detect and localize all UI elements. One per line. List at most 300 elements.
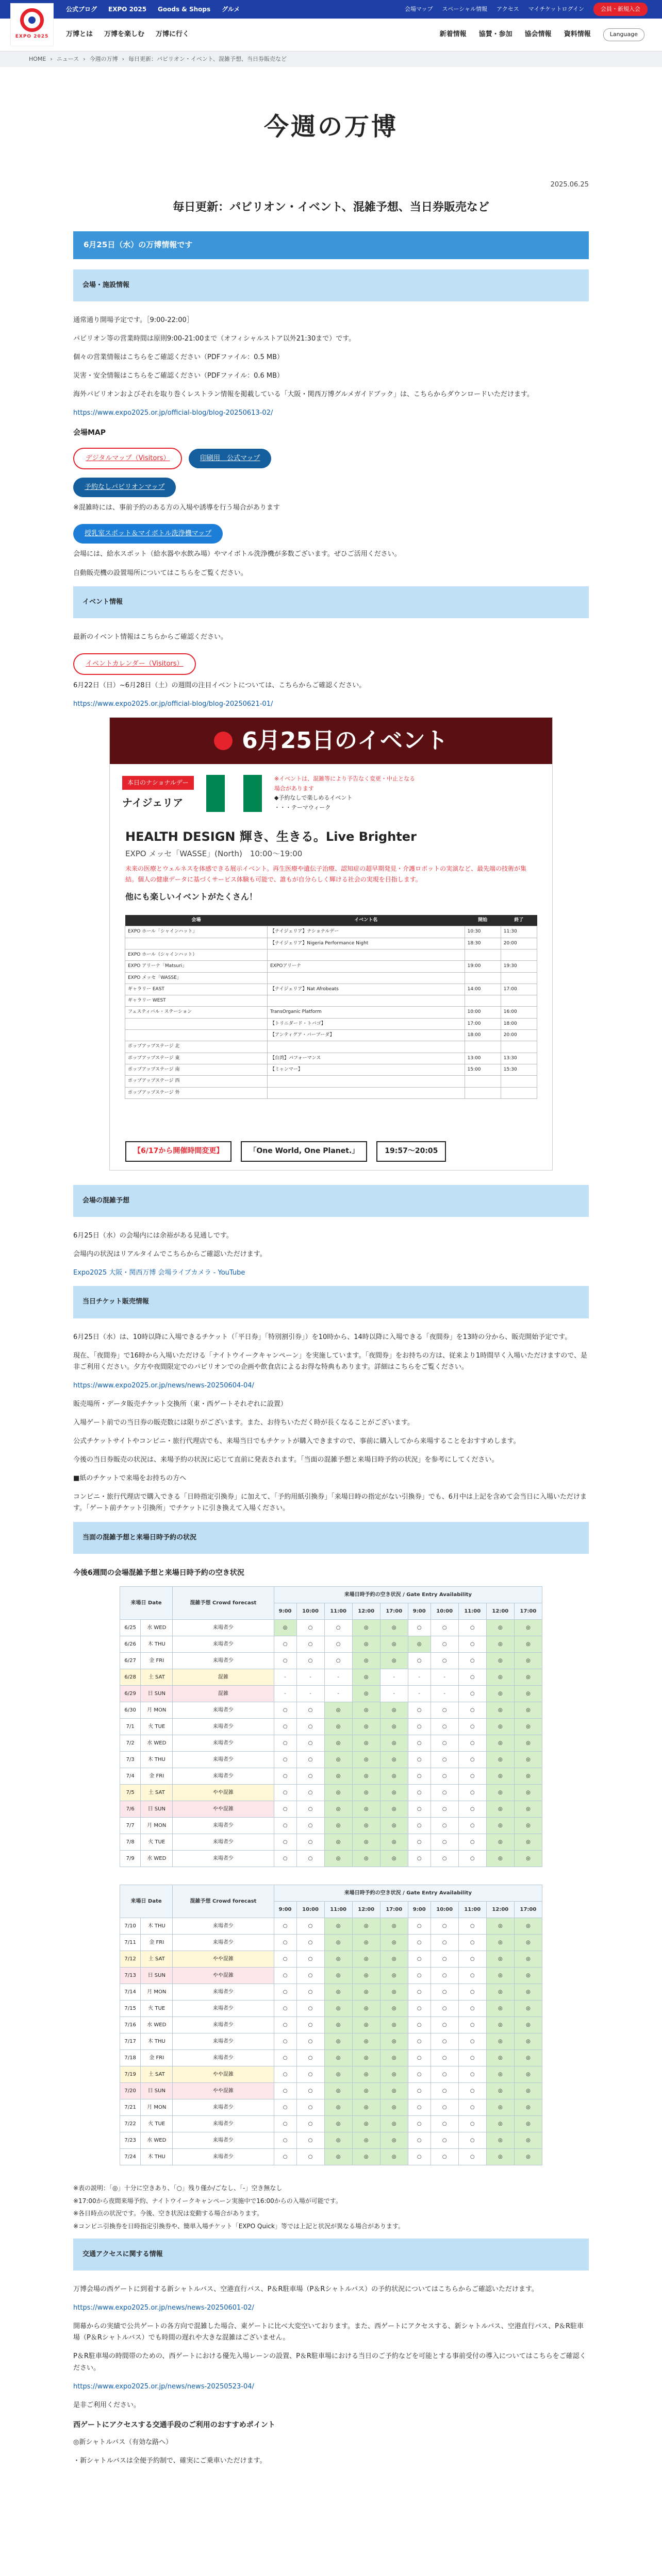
top-link-goods[interactable]: Goods & Shops bbox=[158, 5, 211, 13]
availability-row: 7/7 月 MON 来場者少 ○ ○ ◎ ◎ ◎ ○ ○ ○ ◎ ◎ bbox=[120, 1818, 542, 1834]
availability-cell: ◎ bbox=[324, 1702, 352, 1719]
availability-cell: ○ bbox=[296, 1818, 324, 1834]
availability-row: 7/10 木 THU 来場者少 ○ ○ ◎ ◎ ◎ ○ ○ ○ ◎ ◎ bbox=[120, 1918, 542, 1935]
event-poster-header: 6月25日のイベント bbox=[110, 718, 552, 764]
ticket-text: コンビニ・旅行代理店で購入できる「日時指定引換券」に加えて、「予約用紙引換券」「来場日時の指定がない引換券」でも、6月中は上記を含めて会当日に入場いただけます。「ゲート前チケット引換所」でチケットに引き換えて入場ください。 bbox=[73, 1493, 587, 1513]
availability-cell: ◎ bbox=[514, 1951, 542, 1968]
availability-cell: ○ bbox=[431, 1818, 458, 1834]
nav-resources[interactable]: 資料情報 bbox=[564, 30, 591, 39]
availability-cell: ◎ bbox=[352, 2017, 380, 2033]
availability-cell: - bbox=[274, 1686, 296, 1702]
availability-cell: ○ bbox=[431, 1918, 458, 1935]
availability-cell: ○ bbox=[274, 1935, 296, 1951]
nav-sponsor[interactable]: 協賛・参加 bbox=[478, 30, 512, 39]
page-title: 今週の万博 bbox=[263, 112, 398, 141]
breadcrumb-home[interactable]: HOME bbox=[29, 55, 46, 62]
event-col-header: イベント名 bbox=[268, 915, 465, 926]
main-nav bbox=[0, 19, 662, 52]
event-col-header: 開始 bbox=[465, 915, 501, 926]
availability-cell: ◎ bbox=[352, 1653, 380, 1669]
availability-cell: ○ bbox=[431, 1984, 458, 2001]
availability-cell: ○ bbox=[296, 2017, 324, 2033]
availability-cell: ◎ bbox=[514, 1935, 542, 1951]
availability-cell: ◎ bbox=[486, 1636, 514, 1653]
availability-cell: ◎ bbox=[324, 2033, 352, 2050]
availability-cell: ○ bbox=[458, 1785, 486, 1801]
availability-cell: ○ bbox=[458, 2083, 486, 2099]
slot-header: 17:00 bbox=[514, 1603, 542, 1620]
availability-cell: ◎ bbox=[486, 1801, 514, 1818]
event-row: EXPO アリーナ「Matsuri」 EXPOアリーナ 19:00 19:30 bbox=[125, 961, 537, 972]
availability-row: 7/17 木 THU 来場者少 ○ ○ ◎ ◎ ◎ ○ ○ ○ ◎ ◎ bbox=[120, 2033, 542, 2050]
availability-cell: ○ bbox=[458, 1653, 486, 1669]
breadcrumb-news[interactable]: ニュース bbox=[56, 55, 79, 62]
availability-notes: ※表の説明：「◎」十分に空きあり、「○」残り僅か/ごなし、「-」空き無なし ※17:00から夜間来場予約、ナイトウイークキャンペーン実施中で16:00からの入場が可能です。 ※各日時点の状況です。今後、空き状況は変動する場合があります。 ※コンビニ引換券を日時指定引換券や、簡単入場チケット「EXPO Quick」等では上記と状況が異なる場合があります。 bbox=[73, 2184, 405, 2230]
section-ticket: 当日チケット販売情報 bbox=[73, 1286, 589, 1318]
availability-cell: ◎ bbox=[514, 1785, 542, 1801]
top-link-map[interactable]: 会場マップ bbox=[404, 5, 433, 12]
availability-cell: ○ bbox=[458, 1620, 486, 1636]
availability-cell: ◎ bbox=[380, 1951, 408, 1968]
availability-cell: ○ bbox=[274, 2116, 296, 2132]
availability-cell: ◎ bbox=[324, 2017, 352, 2033]
featured-event-venue: EXPO メッセ「WASSE」(North) 10:00〜19:00 bbox=[125, 849, 303, 858]
theme-week-legend: ・・・テーマウィーク bbox=[274, 804, 331, 811]
slot-header: 11:00 bbox=[324, 1603, 352, 1620]
slot-header: 10:00 bbox=[296, 1902, 324, 1918]
availability-cell: ○ bbox=[431, 1620, 458, 1636]
availability-cell: ◎ bbox=[352, 1735, 380, 1752]
availability-cell: ◎ bbox=[486, 1669, 514, 1686]
availability-cell: ◎ bbox=[352, 2132, 380, 2149]
availability-cell: ○ bbox=[408, 1719, 431, 1735]
availability-cell: ○ bbox=[458, 2132, 486, 2149]
nav-enjoy[interactable]: 万博を楽しむ bbox=[104, 30, 145, 39]
availability-cell: ◎ bbox=[352, 1752, 380, 1768]
availability-cell: ◎ bbox=[380, 2017, 408, 2033]
availability-cell: ○ bbox=[408, 2017, 431, 2033]
availability-cell: ○ bbox=[296, 1636, 324, 1653]
article-lead: 毎日更新：パビリオン・イベント、混雑予想、当日券販売など bbox=[173, 200, 489, 214]
availability-cell: ◎ bbox=[486, 2033, 514, 2050]
access-text: 是非ご利用ください。 bbox=[73, 2401, 141, 2409]
availability-row: 7/16 水 WED 来場者少 ○ ○ ◎ ◎ ◎ ○ ○ ○ ◎ ◎ bbox=[120, 2017, 542, 2033]
availability-cell: ◎ bbox=[380, 1719, 408, 1735]
availability-cell: ○ bbox=[408, 1620, 431, 1636]
availability-cell: ○ bbox=[458, 2001, 486, 2017]
availability-cell: ◎ bbox=[380, 1851, 408, 1867]
availability-cell: - bbox=[380, 1686, 408, 1702]
availability-cell: ○ bbox=[296, 1951, 324, 1968]
availability-cell: ○ bbox=[458, 1818, 486, 1834]
top-bar bbox=[0, 0, 662, 19]
availability-row: 7/18 金 FRI 来場者少 ○ ○ ◎ ◎ ◎ ○ ○ ○ ◎ ◎ bbox=[120, 2050, 542, 2066]
availability-cell: - bbox=[431, 1686, 458, 1702]
ticket-text: 販売場所・データ販売チケット交換所（東・西ゲートそれぞれに設置） bbox=[73, 1400, 287, 1408]
availability-cell: ◎ bbox=[486, 2050, 514, 2066]
availability-cell: - bbox=[296, 1686, 324, 1702]
availability-cell: ○ bbox=[274, 1851, 296, 1867]
event-row: 【トリニダード・トバゴ】 17:00 18:00 bbox=[125, 1018, 537, 1029]
availability-row: 7/24 木 THU 来場者少 ○ ○ ◎ ◎ ◎ ○ ○ ○ ◎ ◎ bbox=[120, 2149, 542, 2165]
availability-cell: ◎ bbox=[514, 2099, 542, 2116]
availability-cell: ◎ bbox=[324, 2099, 352, 2116]
availability-cell: ◎ bbox=[324, 1935, 352, 1951]
nigeria-flag-icon bbox=[206, 775, 262, 812]
hours-text: 通常通り開場予定です。［9:00-22:00］ bbox=[73, 316, 193, 324]
availability-cell: ○ bbox=[408, 2001, 431, 2017]
event-calendar-button[interactable]: イベントカレンダー（Visitors） bbox=[73, 653, 196, 675]
availability-cell: ○ bbox=[274, 1653, 296, 1669]
availability-cell: ○ bbox=[458, 1719, 486, 1735]
availability-cell: ◎ bbox=[486, 2083, 514, 2099]
availability-cell: ◎ bbox=[324, 2001, 352, 2017]
event-row: ポップアップステージ 外 bbox=[125, 1087, 537, 1098]
event-col-header: 終了 bbox=[501, 915, 537, 926]
availability-cell: ○ bbox=[458, 2017, 486, 2033]
availability-cell: ◎ bbox=[352, 1785, 380, 1801]
event-row: ポップアップステージ 東 【台湾】パフォーマンス 13:00 13:30 bbox=[125, 1053, 537, 1064]
availability-cell: ◎ bbox=[324, 1968, 352, 1984]
event-row: ポップアップステージ 南 【ミャンマー】 15:00 15:30 bbox=[125, 1064, 537, 1075]
event-footer bbox=[125, 1141, 537, 1162]
availability-cell: ○ bbox=[408, 1918, 431, 1935]
availability-cell: ◎ bbox=[514, 1851, 542, 1867]
section-events: イベント情報 bbox=[73, 586, 589, 618]
availability-cell: ○ bbox=[408, 1968, 431, 1984]
availability-cell: ◎ bbox=[352, 1702, 380, 1719]
top-link-gourmet[interactable]: グルメ bbox=[222, 5, 240, 13]
availability-cell: ◎ bbox=[514, 1834, 542, 1851]
availability-row: 7/13 日 SUN やや混雑 ○ ○ ◎ ◎ ◎ ○ ○ ○ ◎ ◎ bbox=[120, 1968, 542, 1984]
availability-table-2: 来場日 Date 混雑予想 Crowd forecast 来場日時予約の空き状況 / Gate Entry Availability 9:00 10:00 11:00 12:00 17:00 9:00 10:00 11:00 12:00 17:00 7/10 木 THU 来場者少 ○ ○ ◎ ◎ ◎ ○ ○ ○ ◎ ◎ 7/11 金 FRI 来場者少 ○ ○ ◎ ◎ ◎ ○ ○ ○ ◎ ◎ 7/12 土 SAT やや混雑 ○ ○ ◎ ◎ ◎ ○ ○ ○ ◎ ◎ 7/13 日 SUN やや混雑 ○ ○ ◎ ◎ ◎ ○ ○ ○ ◎ ◎ 7/14 月 MON 来場者少 ○ ○ ◎ ◎ ◎ ○ ○ ○ ◎ ◎ 7/15 火 TUE 来場者少 ○ ○ ◎ ◎ ◎ ○ ○ ○ ◎ ◎ 7/16 水 WED 来場者少 ○ ○ ◎ ◎ ◎ ○ ○ ○ ◎ ◎ 7/17 木 THU 来場者少 ○ ○ ◎ ◎ ◎ ○ ○ ○ ◎ ◎ 7/18 金 FRI 来場者少 ○ ○ ◎ ◎ ◎ ○ ○ ○ ◎ ◎ 7/19 土 SAT やや混雑 ○ ○ ◎ ◎ ◎ ○ ○ ○ ◎ ◎ 7/20 日 SUN やや混雑 ○ ○ ◎ ◎ ◎ ○ ○ ○ ◎ ◎ 7/21 月 MON 来場者少 ○ ○ ◎ ◎ ◎ ○ ○ ○ ◎ ◎ 7/22 火 TUE 来場者少 ○ ○ ◎ ◎ ◎ ○ ○ ○ ◎ ◎ 7/23 水 WED 来場者少 ○ ○ ◎ ◎ ◎ ○ ○ ○ ◎ ◎ 7/24 木 THU 来場者少 ○ ○ ◎ ◎ ◎ ○ ○ ○ ◎ ◎ bbox=[120, 1885, 542, 2165]
availability-cell: ◎ bbox=[486, 1851, 514, 1867]
no-reserve-map-button[interactable]: 予約なしパビリオンマップ bbox=[73, 478, 176, 497]
availability-cell: - bbox=[408, 1686, 431, 1702]
availability-cell: ○ bbox=[408, 1951, 431, 1968]
signup-button[interactable]: 会員・新規入会 bbox=[593, 3, 648, 16]
availability-row: 7/20 日 SUN やや混雑 ○ ○ ◎ ◎ ◎ ○ ○ ○ ◎ ◎ bbox=[120, 2083, 542, 2099]
availability-cell: ○ bbox=[274, 1968, 296, 1984]
more-events-heading: 他にも楽しいイベントがたくさん！ bbox=[125, 891, 258, 902]
gourmet-guide-link[interactable]: https://www.expo2025.or.jp/official-blog/blog-20250613-02/ bbox=[73, 409, 273, 417]
top-link-spatial[interactable]: スペーシャル情報 bbox=[442, 5, 488, 12]
event-row: EXPO ホール「シャインハット」 【ナイジェリア】ナショナルデー 10:30 11:30 bbox=[125, 926, 537, 938]
availability-cell: ◎ bbox=[380, 1801, 408, 1818]
availability-cell: ○ bbox=[408, 2116, 431, 2132]
availability-row: 7/4 金 FRI 来場者少 ○ ○ ◎ ◎ ◎ ○ ○ ○ ◎ ◎ bbox=[120, 1768, 542, 1785]
publish-date: 2025.06.25 bbox=[550, 180, 589, 189]
availability-row: 7/12 土 SAT やや混雑 ○ ○ ◎ ◎ ◎ ○ ○ ○ ◎ ◎ bbox=[120, 1951, 542, 1968]
availability-cell: ○ bbox=[431, 2066, 458, 2083]
availability-cell: ◎ bbox=[352, 1834, 380, 1851]
availability-cell: ○ bbox=[431, 2149, 458, 2165]
access-text: 万博会場の西ゲートに到着する新シャトルバス、空港直行バス、P＆R駐車場（P＆Rシャトルバス）の予約状況についてはこちらからご確認いただけます。 bbox=[73, 2285, 538, 2294]
logo-text: EXPO 2025 bbox=[15, 34, 49, 40]
availability-row: 7/23 水 WED 来場者少 ○ ○ ◎ ◎ ◎ ○ ○ ○ ◎ ◎ bbox=[120, 2132, 542, 2149]
availability-cell: ○ bbox=[431, 1752, 458, 1768]
paper-ticket-heading: ■紙のチケットで来場をお持ちの方へ bbox=[73, 1475, 187, 1483]
availability-cell: ○ bbox=[296, 1768, 324, 1785]
slot-header: 9:00 bbox=[408, 1603, 431, 1620]
availability-cell: ○ bbox=[274, 1818, 296, 1834]
availability-cell: ◎ bbox=[514, 1752, 542, 1768]
availability-cell: ◎ bbox=[380, 1968, 408, 1984]
print-map-button[interactable]: 印刷用 公式マップ bbox=[189, 449, 271, 468]
availability-cell: ◎ bbox=[324, 1918, 352, 1935]
access-text: 開幕からの実績で公共ゲートの各方向で混雑した場合、東ゲートに比べ大変空いております。また、西ゲートにアクセスする、新シャトルバス、空港直行バス、P＆R駐車場（P＆Rシャトルバス）でも時間の遅れや大きな混雑はございません。 bbox=[73, 2323, 584, 2342]
availability-cell: ○ bbox=[274, 1785, 296, 1801]
availability-cell: ○ bbox=[431, 1935, 458, 1951]
availability-cell: ○ bbox=[458, 1636, 486, 1653]
event-col-header: 会場 bbox=[125, 915, 268, 926]
availability-row: 6/27 金 FRI 来場者少 ○ ○ ○ ◎ ◎ ○ ○ ○ ◎ ◎ bbox=[120, 1653, 542, 1669]
availability-cell: ◎ bbox=[486, 1818, 514, 1834]
national-day-tag: 本日のナショナルデー bbox=[122, 776, 194, 789]
ticket-text: 6月25日（水）は、10時以降に入場できるチケット（「平日券」「特別割引券」）を10時から、14時以降に入場できる「夜間券」を13時の分から、販売開始予定です。 bbox=[73, 1333, 572, 1341]
availability-cell: ○ bbox=[274, 1735, 296, 1752]
shuttle-reservation-link[interactable]: https://www.expo2025.or.jp/news/news-20250601-02/ bbox=[73, 2304, 254, 2312]
map-heading: 会場MAP bbox=[73, 429, 106, 437]
availability-cell: ○ bbox=[274, 2066, 296, 2083]
availability-cell: ◎ bbox=[514, 2116, 542, 2132]
availability-cell: ◎ bbox=[514, 1735, 542, 1752]
availability-cell: ◎ bbox=[274, 1620, 296, 1636]
availability-cell: ○ bbox=[296, 1719, 324, 1735]
nav-about[interactable]: 万博とは bbox=[66, 30, 93, 39]
availability-cell: ○ bbox=[274, 2132, 296, 2149]
availability-cell: ○ bbox=[408, 2099, 431, 2116]
availability-cell: ◎ bbox=[380, 2116, 408, 2132]
ticket-text: 今後の当日券販売の状況は、来場予約の状況に応じて直前に発表されます。「当面の混雑予想と来場日時予約の状況」を参考にしてください。 bbox=[73, 1456, 499, 1464]
availability-cell: ◎ bbox=[514, 1669, 542, 1686]
availability-cell: ○ bbox=[296, 1935, 324, 1951]
availability-cell: ○ bbox=[458, 1768, 486, 1785]
event-row: 【ナイジェリア】Nigeria Performance Night 18:30 20:00 bbox=[125, 938, 537, 949]
availability-cell: ○ bbox=[408, 1984, 431, 2001]
availability-cell: ○ bbox=[431, 1719, 458, 1735]
availability-cell: ○ bbox=[431, 2033, 458, 2050]
availability-cell: - bbox=[274, 1669, 296, 1686]
availability-cell: ◎ bbox=[514, 1719, 542, 1735]
availability-cell: ○ bbox=[296, 1735, 324, 1752]
availability-cell: ○ bbox=[274, 1834, 296, 1851]
availability-cell: ◎ bbox=[514, 1768, 542, 1785]
availability-cell: ◎ bbox=[380, 1818, 408, 1834]
availability-cell: ◎ bbox=[352, 1818, 380, 1834]
availability-cell: ○ bbox=[296, 1851, 324, 1867]
reserve-text: 6月25日（水）の会場内には余裕がある見通しです。 bbox=[73, 1232, 233, 1240]
featured-event-desc: 未来の医療とウェルネスを体感できる展示イベント。再生医療や遺伝子治療、認知症の超早期発見・介護ロボットの実演など、最先端の技術が集結。個人の健康データに基づくサービス体験も可能で、誰もが自分らしく輝ける社会の実現を目指します。 bbox=[125, 865, 527, 883]
availability-cell: ○ bbox=[458, 2099, 486, 2116]
slot-header: 11:00 bbox=[458, 1603, 486, 1620]
availability-cell: ○ bbox=[324, 1636, 352, 1653]
availability-row: 7/14 月 MON 来場者少 ○ ○ ◎ ◎ ◎ ○ ○ ○ ◎ ◎ bbox=[120, 1984, 542, 2001]
availability-cell: ○ bbox=[458, 1702, 486, 1719]
availability-cell: ◎ bbox=[514, 2132, 542, 2149]
availability-cell: ◎ bbox=[486, 1620, 514, 1636]
availability-cell: ○ bbox=[296, 1620, 324, 1636]
availability-cell: ○ bbox=[408, 1702, 431, 1719]
top-link-expo[interactable]: EXPO 2025 bbox=[108, 5, 147, 13]
availability-row: 6/29 日 SUN 混雑 - - - ◎ - - - ○ ◎ ◎ bbox=[120, 1686, 542, 1702]
availability-cell: ◎ bbox=[486, 1918, 514, 1935]
availability-cell: ○ bbox=[274, 1719, 296, 1735]
availability-cell: ○ bbox=[296, 1752, 324, 1768]
availability-cell: ○ bbox=[296, 1834, 324, 1851]
nav-visit[interactable]: 万博に行く bbox=[156, 30, 190, 39]
featured-event bbox=[110, 823, 552, 888]
availability-cell: ◎ bbox=[514, 1918, 542, 1935]
availability-cell: ○ bbox=[274, 2033, 296, 2050]
availability-cell: ○ bbox=[431, 1653, 458, 1669]
availability-cell: ◎ bbox=[380, 1918, 408, 1935]
availability-cell: ◎ bbox=[380, 1620, 408, 1636]
availability-cell: ○ bbox=[458, 2116, 486, 2132]
availability-cell: ◎ bbox=[352, 2083, 380, 2099]
featured-event-title: HEALTH DESIGN 輝き、生きる。Live Brighter bbox=[125, 829, 417, 844]
availability-cell: ◎ bbox=[352, 1984, 380, 2001]
access-tips-heading: 西ゲートにアクセスする交通手段のご利用のおすすめポイント bbox=[73, 2420, 275, 2429]
availability-cell: ○ bbox=[458, 1801, 486, 1818]
availability-cell: ◎ bbox=[380, 2083, 408, 2099]
availability-cell: ◎ bbox=[352, 2033, 380, 2050]
availability-cell: ○ bbox=[458, 1935, 486, 1951]
availability-cell: ◎ bbox=[352, 2050, 380, 2066]
breadcrumb-weekly[interactable]: 今週の万博 bbox=[89, 55, 118, 62]
availability-cell: ◎ bbox=[380, 1752, 408, 1768]
availability-cell: ○ bbox=[296, 1918, 324, 1935]
availability-cell: ○ bbox=[274, 1984, 296, 2001]
availability-cell: ○ bbox=[274, 2001, 296, 2017]
slot-header: 17:00 bbox=[514, 1902, 542, 1918]
availability-cell: ○ bbox=[274, 1768, 296, 1785]
nav-association[interactable]: 協会情報 bbox=[524, 30, 552, 39]
weekly-events-link[interactable]: https://www.expo2025.or.jp/official-blog/blog-20250621-01/ bbox=[73, 700, 273, 708]
availability-cell: ◎ bbox=[514, 1686, 542, 1702]
availability-cell: ◎ bbox=[486, 1702, 514, 1719]
language-select[interactable]: Language bbox=[603, 28, 644, 41]
availability-row: 7/5 土 SAT やや混雑 ○ ○ ◎ ◎ ◎ ○ ○ ○ ◎ ◎ bbox=[120, 1785, 542, 1801]
availability-cell: ○ bbox=[431, 2050, 458, 2066]
availability-cell: ○ bbox=[296, 2033, 324, 2050]
availability-row: 6/26 木 THU 来場者少 ○ ○ ○ ◎ ◎ ◎ ○ ○ ◎ ◎ bbox=[120, 1636, 542, 1653]
availability-row: 7/9 水 WED 来場者少 ○ ○ ◎ ◎ ◎ ○ ○ ○ ◎ ◎ bbox=[120, 1851, 542, 1867]
availability-row: 7/22 火 TUE 来場者少 ○ ○ ◎ ◎ ◎ ○ ○ ○ ◎ ◎ bbox=[120, 2116, 542, 2132]
digital-map-button[interactable]: デジタルマップ（Visitors） bbox=[73, 448, 182, 469]
availability-cell: - bbox=[324, 1686, 352, 1702]
availability-cell: ◎ bbox=[486, 1653, 514, 1669]
availability-cell: ○ bbox=[458, 1918, 486, 1935]
slot-header: 12:00 bbox=[486, 1603, 514, 1620]
availability-cell: - bbox=[380, 1669, 408, 1686]
nursing-map-button[interactable]: 授乳室スポット＆マイボトル洗浄機マップ bbox=[73, 524, 223, 544]
availability-cell: ◎ bbox=[408, 1636, 431, 1653]
availability-cell: ◎ bbox=[380, 1785, 408, 1801]
national-day-country: ナイジェリア bbox=[122, 796, 184, 809]
availability-cell: ○ bbox=[296, 1984, 324, 2001]
availability-cell: ◎ bbox=[514, 2083, 542, 2099]
availability-cell: ◎ bbox=[324, 1785, 352, 1801]
availability-cell: ○ bbox=[408, 1834, 431, 1851]
map-note: ※混雑時には、事前予約のある方の入場や誘導を行う場合があります bbox=[73, 504, 280, 512]
top-link-access[interactable]: アクセス bbox=[496, 5, 519, 12]
availability-cell: ○ bbox=[458, 1851, 486, 1867]
availability-row: 7/15 火 TUE 来場者少 ○ ○ ◎ ◎ ◎ ○ ○ ○ ◎ ◎ bbox=[120, 2001, 542, 2017]
availability-cell: ○ bbox=[324, 1653, 352, 1669]
expo-logo[interactable] bbox=[10, 3, 54, 46]
top-link-blog[interactable]: 公式ブログ bbox=[66, 5, 97, 13]
section-reserve: 会場の混雑予想 bbox=[73, 1185, 589, 1217]
event-footer-title: 「One World, One Planet.」 bbox=[241, 1141, 367, 1162]
availability-cell: ○ bbox=[458, 1951, 486, 1968]
availability-cell: ◎ bbox=[324, 1851, 352, 1867]
park-ride-link[interactable]: https://www.expo2025.or.jp/news/news-20250523-04/ bbox=[73, 2382, 254, 2391]
availability-cell: ◎ bbox=[514, 1702, 542, 1719]
event-footer-note: 【6/17から開催時間変更】 bbox=[125, 1141, 231, 1162]
reserve-text: 会場内の状況はリアルタイムでこちらからご確認いただけます。 bbox=[73, 1250, 267, 1259]
availability-cell: ○ bbox=[274, 2083, 296, 2099]
availability-row: 7/6 日 SUN やや混雑 ○ ○ ◎ ◎ ◎ ○ ○ ○ ◎ ◎ bbox=[120, 1801, 542, 1818]
event-row: ギャラリー EAST 【ナイジェリア】Nat Afrobeats 14:00 17:00 bbox=[125, 984, 537, 995]
availability-cell: ○ bbox=[274, 1636, 296, 1653]
availability-cell: ○ bbox=[408, 2050, 431, 2066]
availability-cell: ◎ bbox=[352, 1918, 380, 1935]
availability-cell: ○ bbox=[431, 1968, 458, 1984]
availability-cell: ○ bbox=[458, 1686, 486, 1702]
availability-cell: ○ bbox=[458, 1752, 486, 1768]
availability-cell: ○ bbox=[296, 2116, 324, 2132]
availability-cell: ○ bbox=[274, 1951, 296, 1968]
availability-cell: ◎ bbox=[486, 2001, 514, 2017]
availability-cell: ◎ bbox=[486, 1752, 514, 1768]
availability-cell: ◎ bbox=[380, 1636, 408, 1653]
availability-cell: ○ bbox=[324, 1620, 352, 1636]
slot-header: 11:00 bbox=[458, 1902, 486, 1918]
availability-cell: ◎ bbox=[486, 2149, 514, 2165]
map-text: 自動販売機の設置場所についてはこちらをご覧ください。 bbox=[73, 569, 247, 577]
availability-cell: ◎ bbox=[380, 2001, 408, 2017]
availability-cell: ◎ bbox=[486, 1686, 514, 1702]
availability-cell: ○ bbox=[274, 2099, 296, 2116]
availability-cell: ○ bbox=[296, 2149, 324, 2165]
availability-cell: ◎ bbox=[352, 1719, 380, 1735]
availability-cell: ○ bbox=[458, 1968, 486, 1984]
nav-news[interactable]: 新着情報 bbox=[439, 30, 467, 39]
slot-header: 17:00 bbox=[380, 1603, 408, 1620]
event-row: ギャラリー WEST bbox=[125, 995, 537, 1007]
availability-cell: ○ bbox=[408, 1735, 431, 1752]
availability-cell: ○ bbox=[431, 1636, 458, 1653]
availability-cell: ◎ bbox=[514, 1984, 542, 2001]
top-link-ticket-login[interactable]: マイチケットログイン bbox=[528, 5, 584, 12]
availability-cell: ◎ bbox=[486, 1951, 514, 1968]
availability-cell: ◎ bbox=[324, 1834, 352, 1851]
availability-cell: ◎ bbox=[486, 1785, 514, 1801]
availability-cell: ○ bbox=[408, 1653, 431, 1669]
hours-text: 海外パビリオンおよびそれを取り巻くレストラン情報を掲載している「大阪・関西万博グルメガイドブック」は、こちらからダウンロードいただけます。 bbox=[73, 391, 534, 399]
availability-cell: ○ bbox=[296, 1702, 324, 1719]
availability-row: 7/21 月 MON 来場者少 ○ ○ ◎ ◎ ◎ ○ ○ ○ ◎ ◎ bbox=[120, 2099, 542, 2116]
live-camera-link[interactable]: Expo2025 大阪・関西万博 会場ライブカメラ - YouTube bbox=[73, 1269, 245, 1277]
night-campaign-link[interactable]: https://www.expo2025.or.jp/news/news-20250604-04/ bbox=[73, 1381, 254, 1389]
availability-cell: ◎ bbox=[486, 1834, 514, 1851]
slot-header: 12:00 bbox=[352, 1902, 380, 1918]
availability-cell: ◎ bbox=[486, 1719, 514, 1735]
availability-cell: ○ bbox=[431, 1834, 458, 1851]
event-text: 6月22日（日）~6月28日（土）の週間の注目イベントについては、こちらからご確認ください。 bbox=[73, 681, 366, 689]
availability-cell: ○ bbox=[458, 2050, 486, 2066]
